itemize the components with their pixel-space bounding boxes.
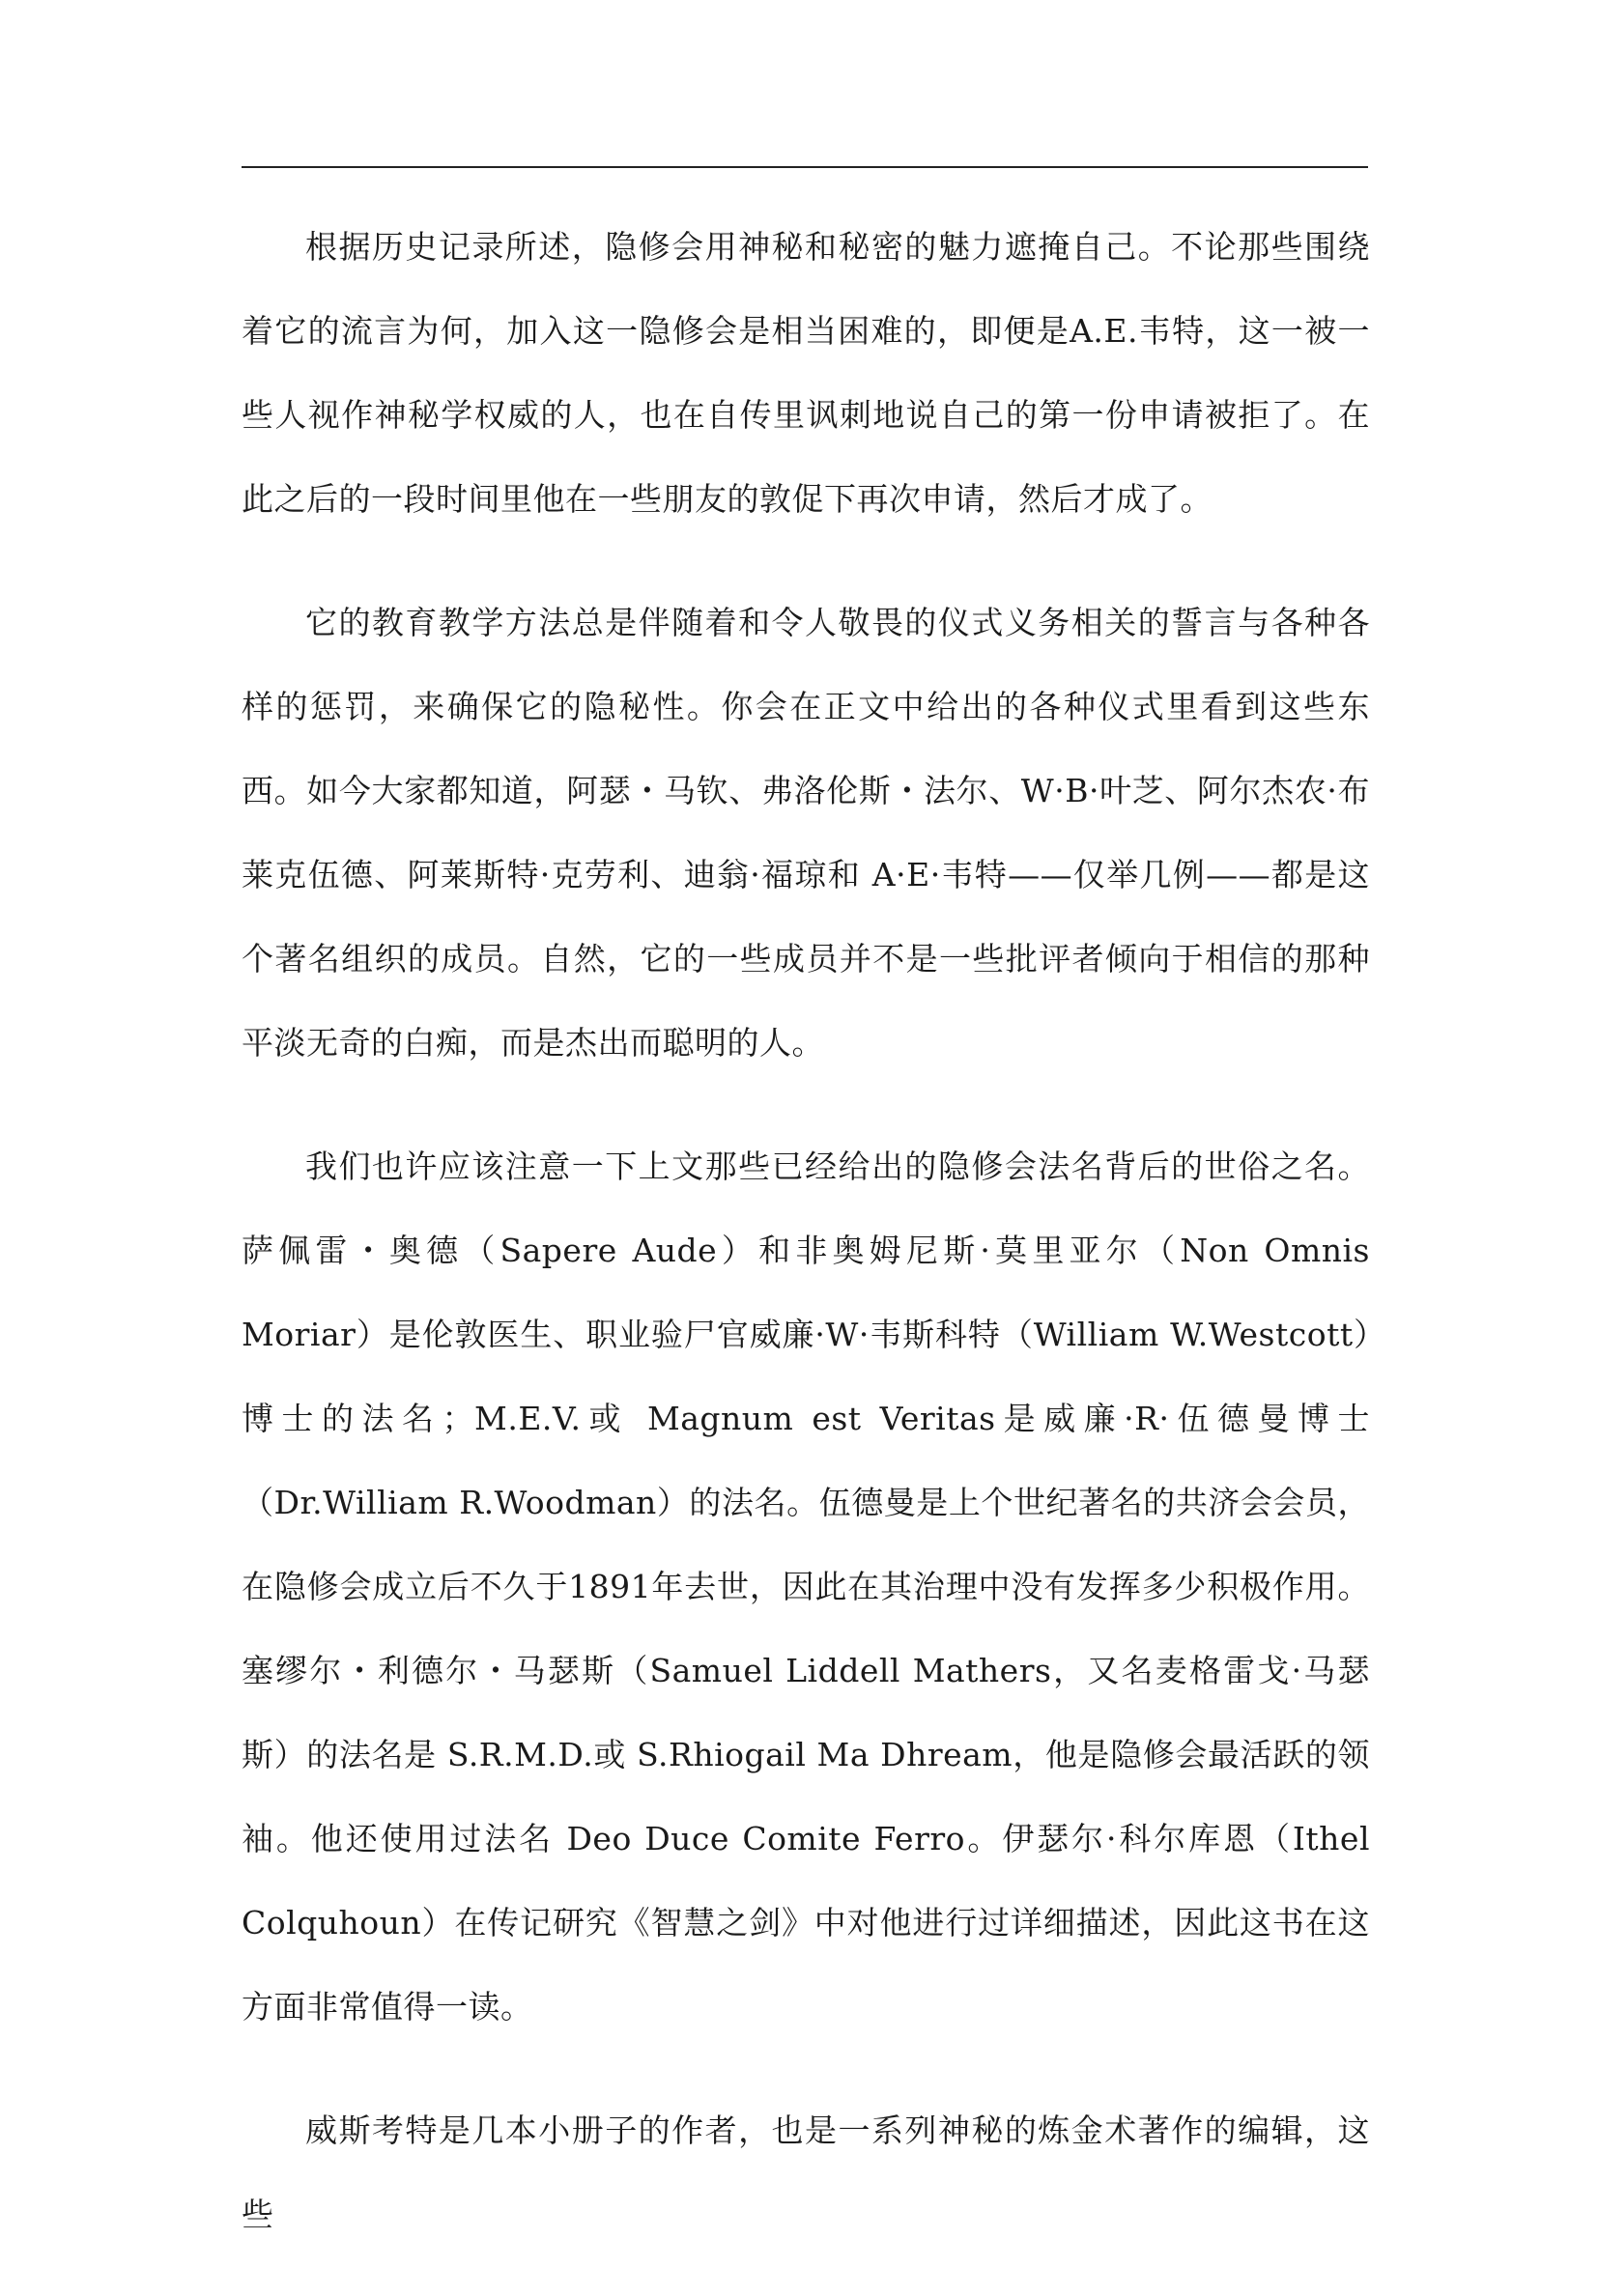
paragraph-1: 根据历史记录所述，隐修会用神秘和秘密的魅力遮掩自己。不论那些围绕着它的流言为何，加入这一隐修会是相当困难的，即便是A.E.韦特，这一被一些人视作神秘学权威的人，也在自传里讽刺地说自己的第一份申请被拒了。在此之后的一段时间里他在一些朋友的敦促下再次申请，然后才成了。: [242, 228, 1370, 518]
paragraph-4: 威斯考特是几本小册子的作者，也是一系列神秘的炼金术著作的编辑，这些: [242, 2112, 1370, 2233]
body-text: [242, 205, 1370, 2296]
paragraph-2: 它的教育教学方法总是伴随着和令人敬畏的仪式义务相关的誓言与各种各样的惩罚，来确保它的隐秘性。你会在正文中给出的各种仪式里看到这些东西。如今大家都知道，阿瑟・马钦、弗洛伦斯・法尔、W·B·叶芝、阿尔杰农·布莱克伍德、阿莱斯特·克劳利、迪翁·福琼和 A·E·韦特——仅举几例——都是这个著名组织的成员。自然，它的一些成员并不是一些批评者倾向于相信的那种平淡无奇的白痴，而是杰出而聪明的人。: [242, 604, 1370, 1062]
header-rule: [242, 166, 1368, 168]
paragraph-3: 我们也许应该注意一下上文那些已经给出的隐修会法名背后的世俗之名。萨佩雷・奥德（Sapere Aude）和非奥姆尼斯·莫里亚尔（Non Omnis Moriar）是伦敦医生、职业验尸官威廉·W·韦斯科特（William W.Westcott）博士的法名；M.E.V.或 Magnum est Veritas是威廉·R·伍德曼博士（Dr.William R.Woodman）的法名。伍德曼是上个世纪著名的共济会会员，在隐修会成立后不久于1891年去世，因此在其治理中没有发挥多少积极作用。塞缪尔・利德尔・马瑟斯（Samuel Liddell Mathers，又名麦格雷戈·马瑟斯）的法名是 S.R.M.D.或 S.Rhiogail Ma Dhream，他是隐修会最活跃的领袖。他还使用过法名 Deo Duce Comite Ferro。伊瑟尔·科尔库恩（Ithel Colquhoun）在传记研究《智慧之剑》中对他进行过详细描述，因此这书在这方面非常值得一读。: [242, 1148, 1370, 2026]
